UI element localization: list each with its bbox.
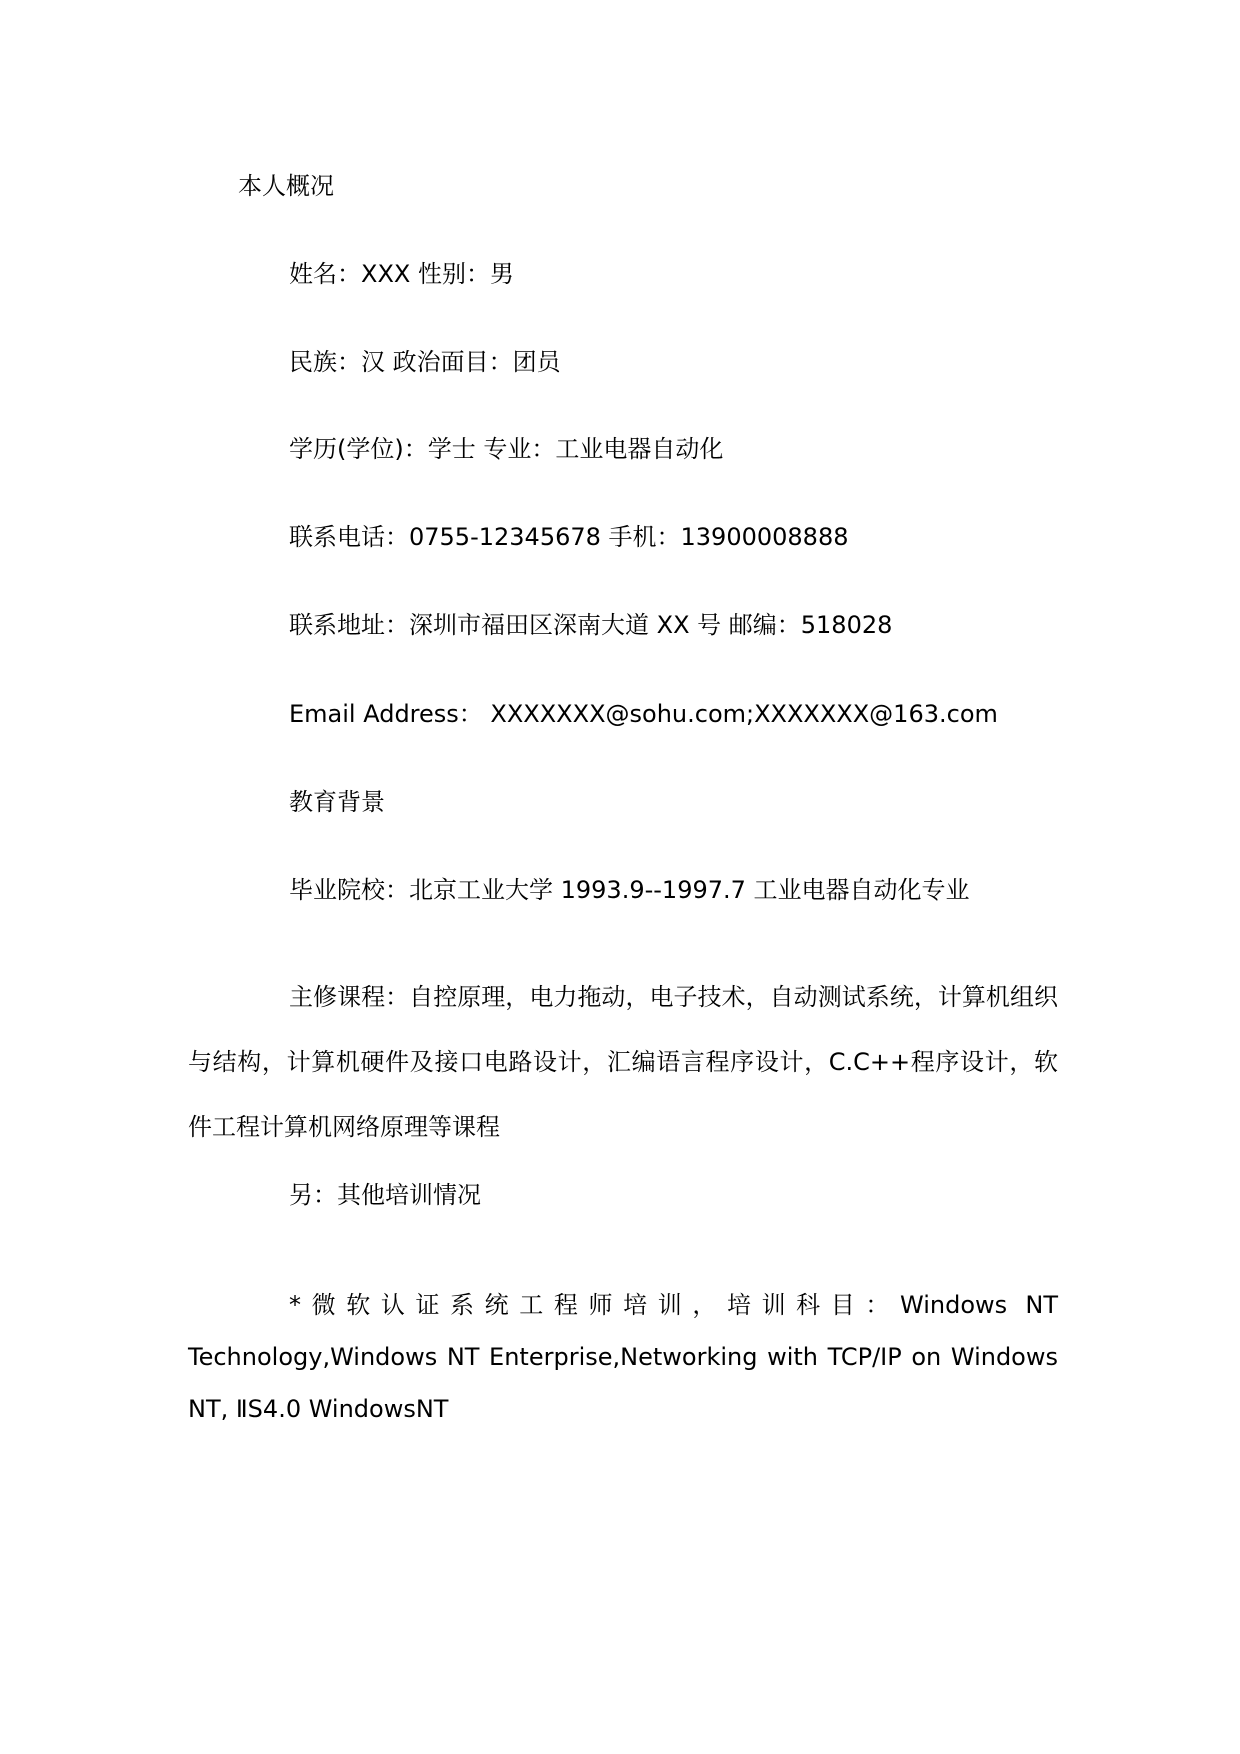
school-line: 毕业院校：北京工业大学 1993.9--1997.7 工业电器自动化专业 [289, 876, 970, 904]
section-heading-education: 教育背景 [289, 788, 385, 816]
address-line: 联系地址：深圳市福田区深南大道 XX 号 邮编：518028 [289, 611, 893, 639]
courses-paragraph: 主修课程：自控原理，电力拖动，电子技术，自动测试系统，计算机组织与结构，计算机硬件及接口电路设计，汇编语言程序设计，C.C++程序设计，软件工程计算机网络原理等课程 [188, 983, 1058, 1141]
name-gender-line: 姓名：XXX 性别：男 [289, 260, 514, 288]
email-line: Email Address： XXXXXXX@sohu.com;XXXXXXX@163.com [289, 700, 998, 728]
phone-line: 联系电话：0755-12345678 手机：13900008888 [289, 523, 849, 551]
degree-major-line: 学历(学位)：学士 专业：工业电器自动化 [289, 435, 724, 463]
ethnicity-politics-line: 民族：汉 政治面目：团员 [289, 348, 561, 376]
training-detail-paragraph: *微软认证系统工程师培训，培训科目：Windows NT Technology,Windows NT Enterprise,Networking with TCP/IP on Windows NT, ⅡS4.0 WindowsNT [188, 1291, 1058, 1423]
other-training-line: 另：其他培训情况 [289, 1181, 481, 1209]
section-heading-overview: 本人概况 [238, 172, 334, 200]
